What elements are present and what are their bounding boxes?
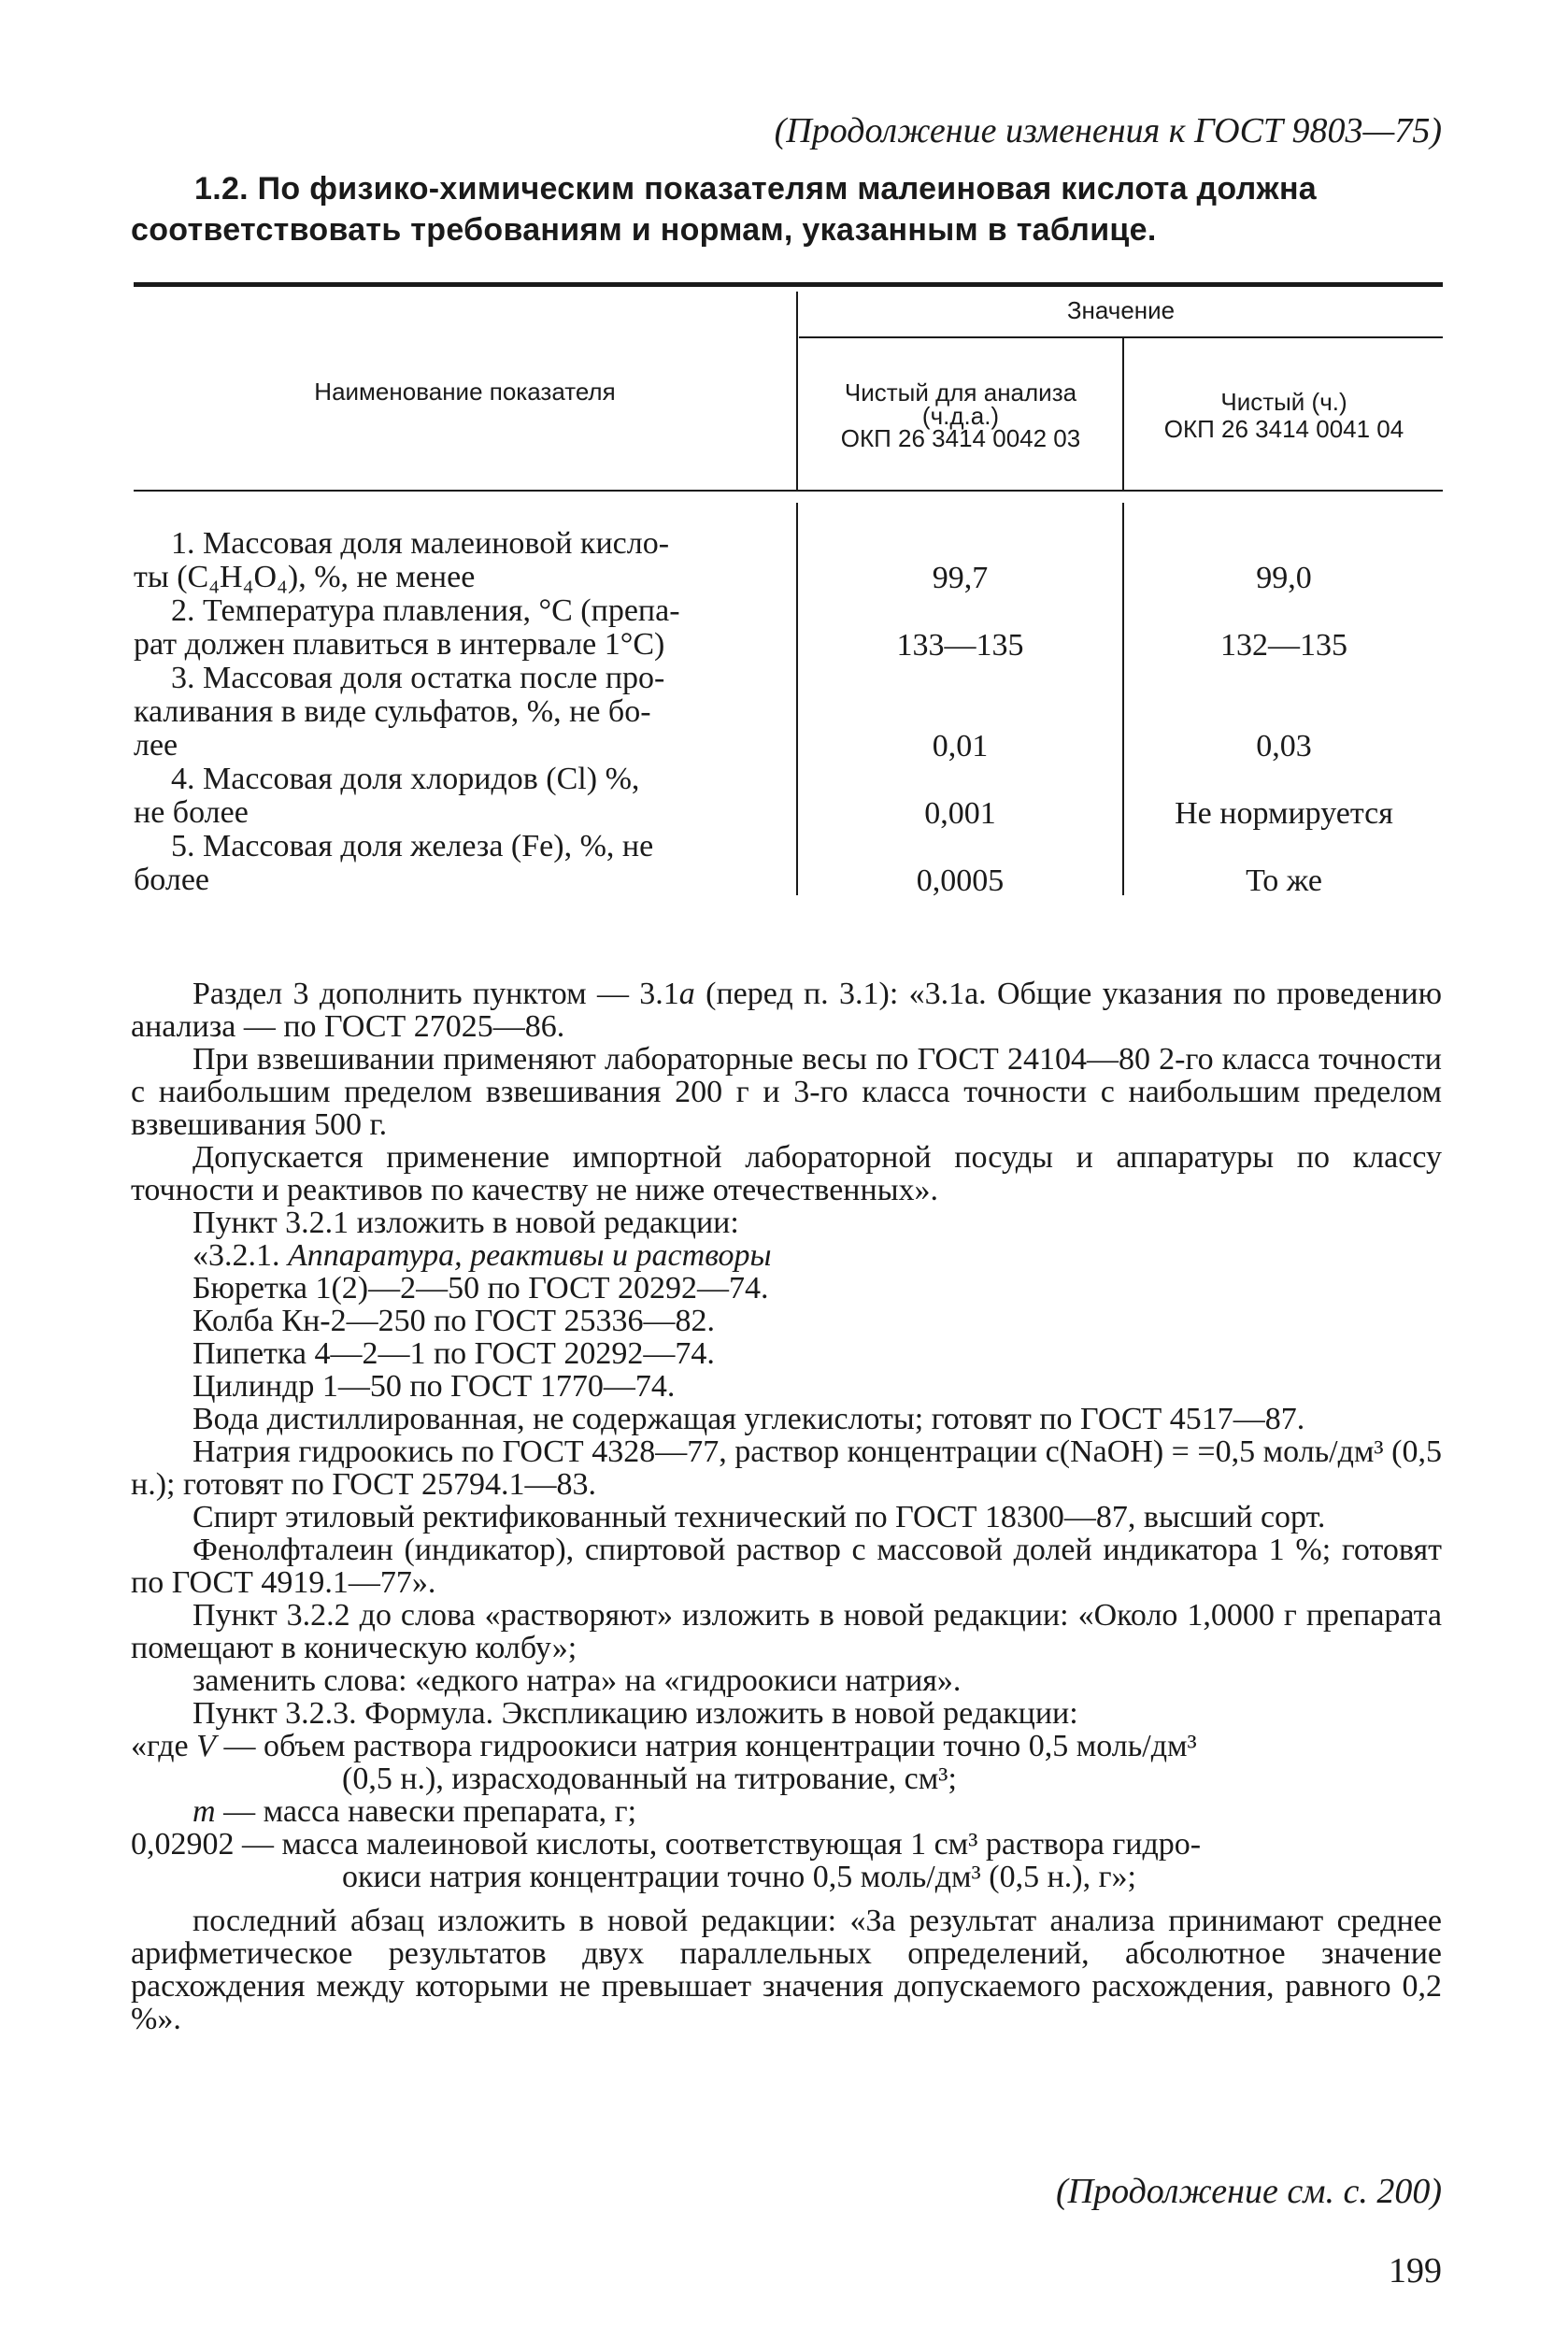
list-item: Бюретка 1(2)—2—50 по ГОСТ 20292—74. (192, 1271, 769, 1306)
col2-header: Чистый (ч.) ОКП 26 3414 0041 04 (1163, 388, 1404, 443)
paragraph: Пункт 3.2.1 изложить в новой редакции: (192, 1206, 739, 1240)
table-row-name: 4. Массовая доля хлоридов (Cl) %, не более (134, 762, 640, 830)
page-number: 199 (1389, 2251, 1442, 2290)
table-divider-2 (1122, 338, 1124, 490)
list-item: Пипетка 4—2—1 по ГОСТ 20292—74. (192, 1336, 715, 1371)
list-item: Натрия гидроокись по ГОСТ 4328—77, раствор концентрации c(NaOH) = =0,5 моль/дм³ (0,5 н.); готовят по ГОСТ 25794.1—83. (131, 1434, 1442, 1502)
paragraph: «3.2.1. Аппаратура, реактивы и растворы (192, 1238, 772, 1273)
list-item: Фенолфталеин (индикатор), спиртовой раствор с массовой долей индикатора 1 %; готовят по ГОСТ 4919.1—77». (131, 1533, 1442, 1600)
paragraph: Допускается применение импортной лабораторной посуды и аппаратуры по классу точности и реактивов по качеству не ниже отечественных». (131, 1140, 1442, 1207)
table-divider-3 (796, 503, 798, 895)
list-item: Колба Кн-2—250 по ГОСТ 25336—82. (192, 1304, 716, 1338)
table-cell-value: Не нормируется (1175, 796, 1393, 831)
col1-header: Чистый для анализа (ч.д.а.) ОКП 26 3414 0042 03 (840, 378, 1081, 452)
continuation-note: (Продолжение см. с. 200) (1055, 2172, 1442, 2211)
explication-item: окиси натрия концентрации точно 0,5 моль/дм³ (0,5 н.), г»; (342, 1860, 1136, 1894)
intro-paragraph: 1.2. По физико-химическим показателям малеиновая кислота должна соответствовать требованиям и нормам, указанным в таблице. (131, 171, 1317, 248)
explication-item: (0,5 н.), израсходованный на титрование, см³; (342, 1762, 957, 1796)
list-item: Цилиндр 1—50 по ГОСТ 1770—74. (192, 1369, 676, 1404)
list-item: Вода дистиллированная, не содержащая углекислоты; готовят по ГОСТ 4517—87. (192, 1402, 1305, 1436)
table-row-name: 5. Массовая доля железа (Fe), %, не более (134, 829, 654, 897)
table-cell-value: 0,01 (932, 729, 989, 763)
table-divider-4 (1122, 503, 1124, 895)
table-cell-value: 99,7 (932, 561, 989, 595)
table-top-rule (134, 282, 1443, 287)
paragraph: заменить слова: «едкого натра» на «гидроокиси натрия». (192, 1663, 962, 1698)
paragraph: При взвешивании применяют лабораторные весы по ГОСТ 24104—80 2-го класса точности с наибольшим пределом взвешивания 200 г и 3-го класса точности с наибольшим пределом взвешивания 500 г. (131, 1042, 1442, 1142)
explication-item: 0,02902 — масса малеиновой кислоты, соответствующая 1 см³ раствора гидро- (131, 1827, 1202, 1862)
table-cell-value: 0,03 (1256, 729, 1312, 763)
explication-item: «где V — объем раствора гидроокиси натрия концентрации точно 0,5 моль/дм³ (131, 1729, 1197, 1763)
explication-item: m — масса навески препарата, г; (192, 1794, 637, 1829)
list-item: Спирт этиловый ректификованный технический по ГОСТ 18300—87, высший сорт. (192, 1500, 1326, 1534)
table-divider-1 (796, 292, 798, 490)
table-row-name: 2. Температура плавления, °С (препа- рат должен плавиться в интервале 1°С) (134, 593, 680, 662)
amendment-text (131, 977, 1442, 2035)
paragraph: Пункт 3.2.3. Формула. Экспликацию изложить в новой редакции: (192, 1696, 1078, 1731)
table-row-name: 3. Массовая доля остатка после про- каливания в виде сульфатов, %, не бо- лее (134, 661, 665, 763)
table-cell-value: 132—135 (1220, 628, 1347, 663)
table-header-rule (134, 490, 1443, 492)
table-cell-value: 99,0 (1256, 561, 1312, 595)
paragraph: Раздел 3 дополнить пунктом — 3.1а (перед п. 3.1): «3.1а. Общие указания по проведению анализа — по ГОСТ 27025—86. (131, 977, 1443, 1044)
value-header: Значение (1066, 296, 1176, 324)
table-row-name: 1. Массовая доля малеиновой кисло- ты (C₄H₄O₄), %, не менее (134, 526, 670, 594)
table-cell-value: 0,001 (924, 796, 996, 831)
value-header-rule (799, 336, 1443, 338)
col-name-header: Наименование показателя (314, 378, 616, 406)
paragraph: последний абзац изложить в новой редакции: «За результат анализа принимают среднее арифметическое результатов двух параллельных определений, абсолютное значение расхождения между которыми не превышает значения допускаемого расхождения, равного 0,2 %». (131, 1904, 1442, 2036)
table-cell-value: 133—135 (896, 628, 1024, 663)
paragraph: Пункт 3.2.2 до слова «растворяют» изложить в новой редакции: «Около 1,0000 г препарата помещают в коническую колбу»; (131, 1598, 1442, 1665)
table-cell-value: 0,0005 (916, 863, 1005, 898)
table-cell-value: То же (1246, 863, 1322, 898)
running-header: (Продолжение изменения к ГОСТ 9803—75) (774, 111, 1442, 150)
